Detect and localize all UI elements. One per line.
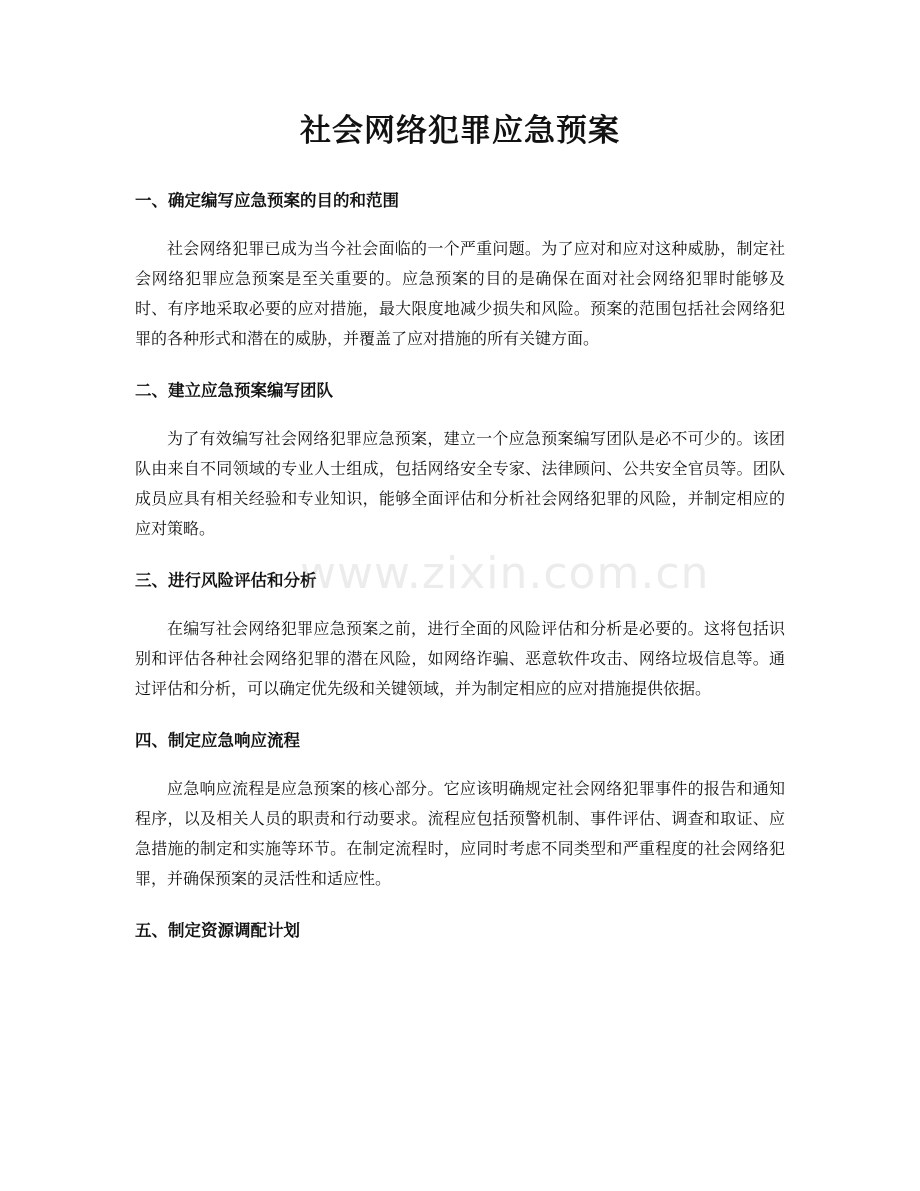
section-heading: 一、确定编写应急预案的目的和范围 — [135, 191, 399, 210]
document-body — [135, 186, 785, 946]
section-heading: 五、制定资源调配计划 — [135, 921, 300, 940]
document-title: 社会网络犯罪应急预案 — [300, 113, 620, 149]
section-paragraph: 为了有效编写社会网络犯罪应急预案，建立一个应急预案编写团队是必不可少的。该团队由来自不同领域的专业人士组成，包括网络安全专家、法律顾问、公共安全官员等。团队成员应具有相关经验和专业知识，能够全面评估和分析社会网络犯罪的风险，并制定相应的应对策略。 — [135, 429, 785, 538]
section — [135, 916, 785, 946]
section-paragraph: 应急响应流程是应急预案的核心部分。它应该明确规定社会网络犯罪事件的报告和通知程序，以及相关人员的职责和行动要求。流程应包括预警机制、事件评估、调查和取证、应急措施的制定和实施等环节。在制定流程时，应同时考虑不同类型和严重程度的社会网络犯罪，并确保预案的灵活性和适应性。 — [135, 779, 785, 888]
section-heading: 四、制定应急响应流程 — [135, 731, 300, 750]
section-heading: 三、进行风险评估和分析 — [135, 571, 317, 590]
section — [135, 726, 785, 894]
section — [135, 186, 785, 354]
section — [135, 376, 785, 544]
section-heading: 二、建立应急预案编写团队 — [135, 381, 333, 400]
section-paragraph: 社会网络犯罪已成为当今社会面临的一个严重问题。为了应对和应对这种威胁，制定社会网络犯罪应急预案是至关重要的。应急预案的目的是确保在面对社会网络犯罪时能够及时、有序地采取必要的应对措施，最大限度地减少损失和风险。预案的范围包括社会网络犯罪的各种形式和潜在的威胁，并覆盖了应对措施的所有关键方面。 — [135, 239, 785, 348]
watermark: www.zixin.com.cn — [300, 548, 710, 599]
section-paragraph: 在编写社会网络犯罪应急预案之前，进行全面的风险评估和分析是必要的。这将包括识别和评估各种社会网络犯罪的潜在风险，如网络诈骗、恶意软件攻击、网络垃圾信息等。通过评估和分析，可以确定优先级和关键领域，并为制定相应的应对措施提供依据。 — [135, 619, 785, 698]
section — [135, 566, 785, 704]
